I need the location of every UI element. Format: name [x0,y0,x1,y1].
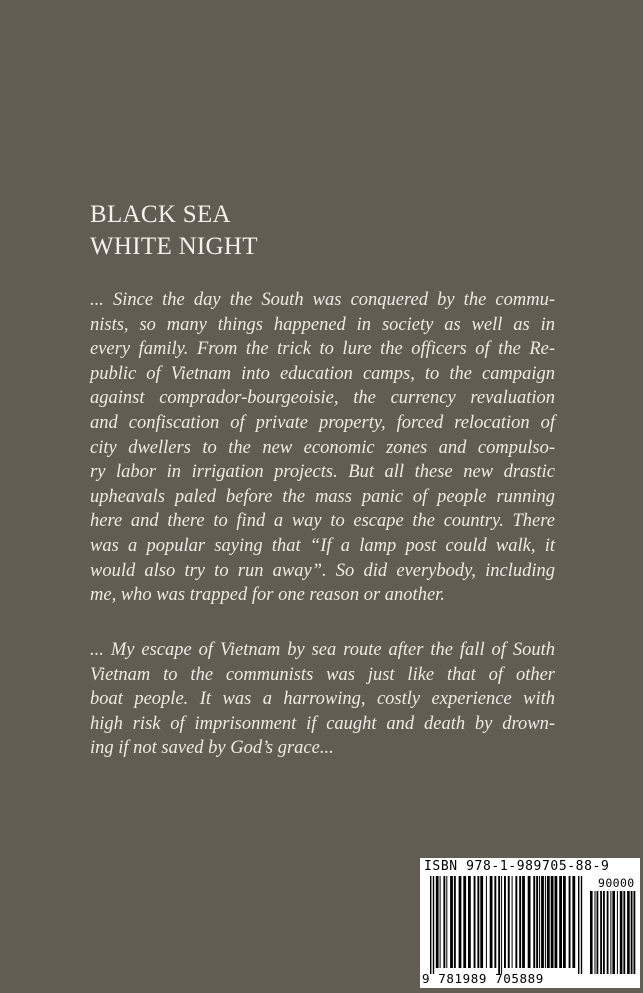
barcode-bar [490,876,493,968]
barcode-bar [555,876,558,968]
barcode-bar [459,876,462,968]
price-code: 90000 [598,876,635,890]
blurb-line: nists, so many things happened in society as well as in [90,314,555,335]
blurb-line: against comprador-bourgeoisie, the currency revaluation [90,388,555,409]
barcode-bar [528,876,531,968]
isbn-barcode [420,858,640,988]
blurb-line: and confiscation of private property, forced relocation of [90,412,555,433]
blurb-line: me, who was trapped for one reason or another. [90,585,445,606]
barcode-bar [597,891,599,974]
barcode-bar [536,876,538,968]
barcode-bar [515,876,517,968]
title-line-1: BLACK SEA [90,201,231,228]
barcode-bar [504,876,506,968]
barcode-bar [545,876,546,968]
barcode-bar [572,876,575,968]
barcode-bar [433,876,434,974]
blurb-line: public of Vietnam into education camps, to the campaign [90,363,555,384]
blurb-line: city dwellers to the new economic zones and compulso- [90,437,555,458]
barcode-bar [600,891,602,974]
barcode-bar [494,876,496,968]
barcode-bar [603,891,605,974]
blurb-line: ing if not saved by God’s grace... [90,738,334,759]
barcode-bar [581,876,582,974]
barcode-bar [501,876,502,974]
barcode-digits: 9 781989 705889 [422,971,544,986]
barcode-bar [498,876,500,974]
barcode-bar [474,876,476,968]
blurb-paragraph-1 [90,288,555,608]
title-line-2: WHITE NIGHT [90,233,258,260]
barcode-bar [512,876,513,968]
barcode-bar [551,876,554,968]
barcode-bar [436,876,439,968]
barcode-bar [533,876,535,968]
barcode-bar [595,891,596,974]
barcode-bar [547,876,550,968]
barcode-bar [617,891,618,974]
blurb-line: high risk of imprisonment if caught and death by drown- [90,713,555,734]
barcode-bar [486,876,487,968]
blurb-line: Vietnam to the communists was just like that of other [90,664,555,685]
barcode-bar [563,876,566,968]
barcode-bar [569,876,571,968]
barcode-bar [440,876,441,968]
isbn-label: ISBN 978-1-989705-88-9 [424,859,610,874]
barcode-bar [559,876,562,968]
blurb-line: ... My escape of Vietnam by sea route after the fall of South [90,640,555,660]
barcode-bars [420,858,640,988]
barcode-bar [463,876,466,968]
barcode-bar [468,876,471,968]
barcode-bar [634,891,636,974]
barcode-bar [519,876,521,968]
barcode-bar [480,876,483,968]
barcode-bar [610,891,611,974]
blurb-line: boat people. It was a harrowing, costly experience with [90,689,555,710]
blurb-line: ... Since the day the South was conquered by the commu- [90,290,555,310]
barcode-bar [450,876,453,968]
barcode-bar [539,876,540,968]
blurb-line: ry labor in irrigation projects. But all these new drastic [90,462,555,483]
blurb-line: here and there to find a way to escape the country. There [90,511,555,532]
barcode-bar [477,876,479,968]
blurb-line: would also try to run away”. So did everybody, including [90,560,555,581]
barcode-bar [443,876,445,968]
barcode-bar [612,891,615,974]
barcode-bar [454,876,456,968]
barcode-bar [607,891,609,974]
barcode-bar [446,876,447,968]
barcode-bar [541,876,544,968]
barcode-bar [578,876,579,974]
blurb-paragraph-2 [90,638,555,761]
barcode-bar [631,891,633,974]
barcode-bar [620,891,623,974]
blurb-line: upheavals paled before the mass panic of people running [90,486,555,507]
blurb-line: was a popular saying that “If a lamp post could walk, it [90,535,555,556]
barcode-bar [590,891,593,974]
barcode-bar [623,891,625,974]
book-title [90,199,258,263]
barcode-bar [508,876,510,968]
barcode-bar [430,876,431,974]
barcode-bar [627,891,630,974]
barcode-bar [522,876,525,968]
blurb-line: every family. From the trick to lure the officers of the Re- [90,339,555,360]
